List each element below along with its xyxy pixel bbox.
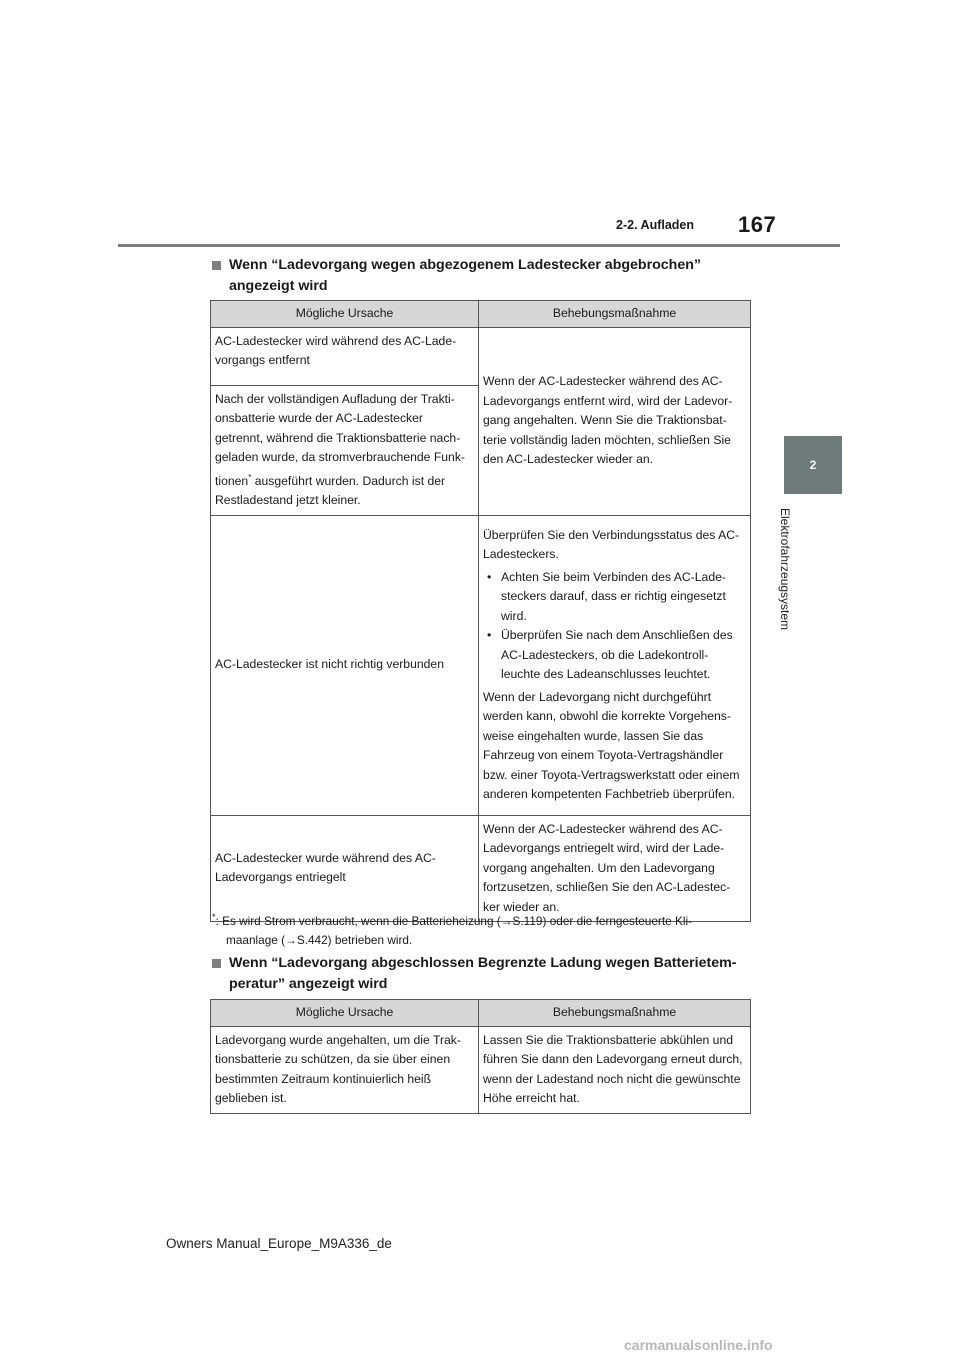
action-cell xyxy=(479,515,751,815)
cause-cell: AC-Ladestecker wurde während des AC-Ladevorgangs entriegelt xyxy=(211,815,479,922)
action-cell: Lassen Sie die Traktionsbatterie abkühlen und führen Sie dann den Ladevorgang erneut durch, wenn der Ladestand noch nicht die gewünschte Höhe erreicht hat. xyxy=(479,1026,751,1113)
square-bullet-icon xyxy=(212,959,221,968)
section-label: 2-2. Aufladen xyxy=(616,218,695,232)
column-header-cause: Mögliche Ursache xyxy=(211,1000,479,1027)
cause-text: Nach der vollständigen Aufladung der Trakti-onsbatterie wurde der AC-Ladestecker getrennt, während die Traktionsbatterie nach-geladen wurde, da stromverbrauchende Funk-tionen xyxy=(215,391,465,488)
table-row xyxy=(211,327,751,385)
section-heading-1-text: Wenn “Ladevorgang wegen abgezogenem Ladestecker abgebrochen” angezeigt wird xyxy=(229,257,701,294)
column-header-action: Behebungsmaßnahme xyxy=(479,301,751,328)
document-id: Owners Manual_Europe_M9A336_de xyxy=(166,1236,392,1251)
chapter-title-text: Elektrofahrzeugsystem xyxy=(778,508,792,631)
chapter-number: 2 xyxy=(809,458,817,472)
list-item: • Achten Sie beim Verbinden des AC-Lade-steckers darauf, dass er richtig eingesetzt wird. xyxy=(483,568,746,627)
section-heading-2-text: Wenn “Ladevorgang abgeschlossen Begrenzte Ladung wegen Batterietem-peratur” angezeigt wird xyxy=(229,955,737,992)
cause-cell: AC-Ladestecker wird während des AC-Lade-vorgangs entfernt xyxy=(211,327,479,385)
cause-text-continued: ausgeführt wurden. Dadurch ist der Restladestand jetzt kleiner. xyxy=(215,473,446,508)
action-intro: Überprüfen Sie den Verbindungsstatus des AC-Ladesteckers. xyxy=(483,527,740,562)
page-number: 167 xyxy=(738,212,777,237)
table-row xyxy=(211,1026,751,1113)
header-divider xyxy=(118,244,840,247)
square-bullet-icon xyxy=(212,261,221,270)
cause-cell: AC-Ladestecker ist nicht richtig verbunden xyxy=(211,515,479,815)
table-header-row xyxy=(211,1000,751,1027)
section-heading-1 xyxy=(212,255,752,297)
table-row xyxy=(211,515,751,815)
action-outro: Wenn der Ladevorgang nicht durchgeführt werden kann, obwohl die korrekte Vorgehens-weise eingehalten wurde, lassen Sie das Fahrzeug von einem Toyota-Vertragshändler bzw. einer Toyota-Vertragswerkstatt oder einem anderen kompetenten Fachbetrieb überprüfen. xyxy=(483,689,740,802)
action-cell: Wenn der AC-Ladestecker während des AC-Ladevorgangs entriegelt wird, wird der Lade-vorgang angehalten. Um den Ladevorgang fortzusetzen, schließen Sie den AC-Ladestec-ker wieder an. xyxy=(479,815,751,922)
cause-action-table-1 xyxy=(210,300,751,922)
cause-cell xyxy=(211,385,479,515)
footnote-marker: * xyxy=(212,912,216,922)
table-header-row xyxy=(211,301,751,328)
action-cell: Wenn der AC-Ladestecker während des AC-Ladevorgangs entfernt wird, wird der Ladevor-gang angehalten. Wenn Sie die Traktionsbat-terie vollständig laden möchten, schließen Sie den AC-Ladestecker wieder an. xyxy=(479,327,751,515)
list-item: • Überprüfen Sie nach dem Anschließen des AC-Ladesteckers, ob die Ladekontroll-leuchte des Ladeanschlusses leuchtet. xyxy=(483,626,746,685)
footnote-line-1: : Es wird Strom verbraucht, wenn die Batterieheizung (→S.119) oder die ferngesteuerte Kli- xyxy=(215,913,692,928)
cause-action-table-2 xyxy=(210,999,751,1114)
action-bullet-list xyxy=(483,568,746,685)
table-row xyxy=(211,815,751,922)
footnote-line-2: maanlage (→S.442) betrieben wird. xyxy=(226,933,413,948)
chapter-tab xyxy=(784,436,842,494)
watermark: carmanualsonline.info xyxy=(624,1337,773,1353)
footnote-marker: * xyxy=(248,472,252,482)
cause-cell: Ladevorgang wurde angehalten, um die Trak-tionsbatterie zu schützen, da sie über einen bestimmten Zeitraum kontinuierlich heiß geblieben ist. xyxy=(211,1026,479,1113)
column-header-cause: Mögliche Ursache xyxy=(211,301,479,328)
column-header-action: Behebungsmaßnahme xyxy=(479,1000,751,1027)
section-heading-2 xyxy=(212,953,752,995)
footnote xyxy=(212,908,752,951)
